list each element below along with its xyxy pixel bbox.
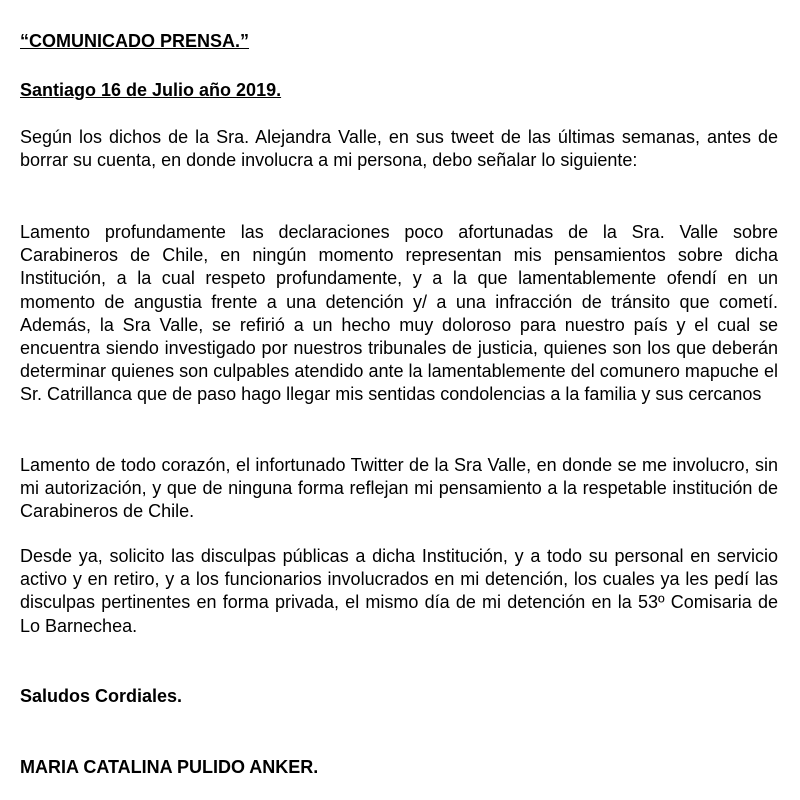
paragraph-regret-statements: Lamento profundamente las declaraciones poco afortunadas de la Sra. Valle sobre Carabineros de Chile, en ningún momento representan mis pensamientos sobre dicha Institución, a la cual respeto profundamente, y a la que lamentablemente ofendí en un momento de angustia frente a una detención y/ a una infracción de tránsito que cometí. Además, la Sra Valle, se refirió a un hecho muy doloroso para nuestro país y el cual se encuentra siendo investigado por nuestros tribunales de justicia, quienes son los que deberán determinar quienes son culpables atendido ante la lamentablemente del comunero mapuche el Sr. Catrillanca que de paso hago llegar mis sentidas condolencias a la familia y sus cercanos: [20, 222, 778, 405]
signature-name: MARIA CATALINA PULIDO ANKER.: [20, 757, 319, 777]
paragraph-intro: Según los dichos de la Sra. Alejandra Valle, en sus tweet de las últimas semanas, antes de borrar su cuenta, en donde involucra a mi persona, debo señalar lo siguiente:: [20, 127, 778, 171]
closing-greeting: Saludos Cordiales.: [20, 686, 183, 706]
paragraph-apology: Desde ya, solicito las disculpas públicas a dicha Institución, y a todo su personal en servicio activo y en retiro, y a los funcionarios involucrados en mi detención, los cuales ya les pedí las disculpas pertinentes en forma privada, el mismo día de mi detención en la 53º Comisaria de Lo Barnechea.: [20, 546, 778, 636]
dateline: Santiago 16 de Julio año 2019.: [20, 80, 282, 100]
document-title: “COMUNICADO PRENSA.”: [20, 31, 250, 51]
paragraph-regret-twitter: Lamento de todo corazón, el infortunado Twitter de la Sra Valle, en donde se me involucro, sin mi autorización, y que de ninguna forma reflejan mi pensamiento a la respetable institución de Carabineros de Chile.: [20, 455, 778, 522]
